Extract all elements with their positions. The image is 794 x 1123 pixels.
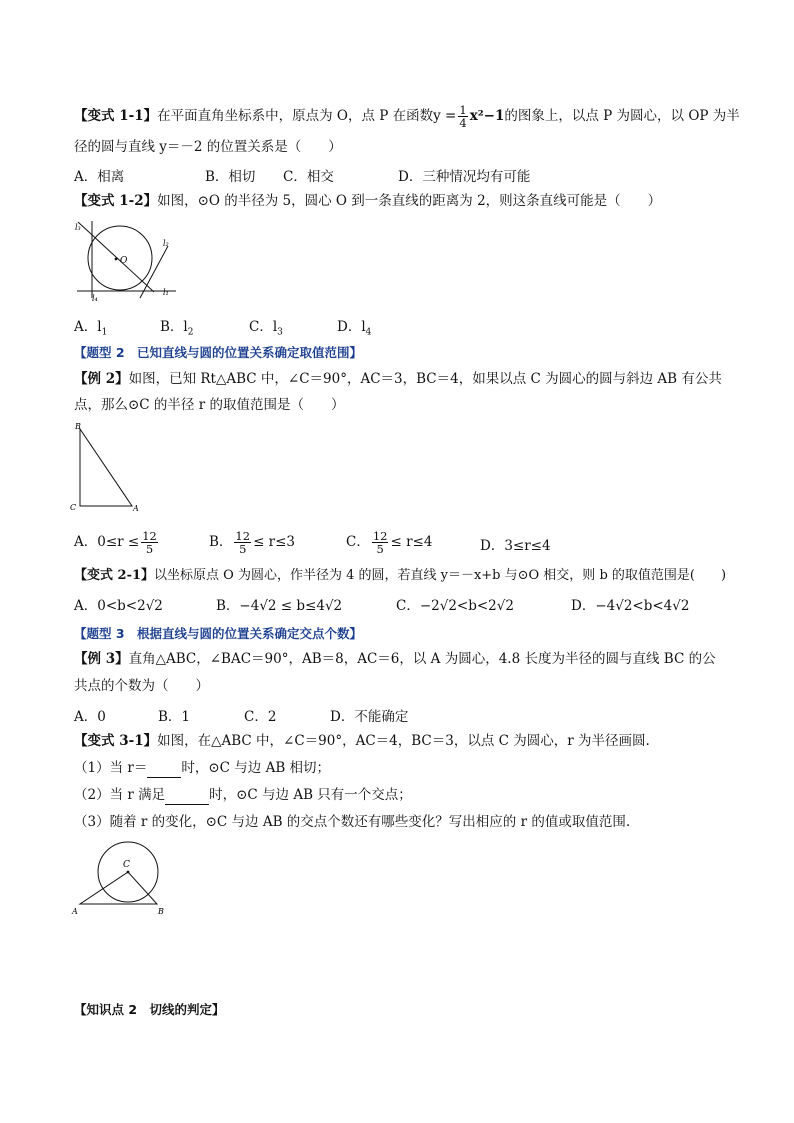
question-3-1-line: 【变式 3-1】如图，在△ABC 中，∠C＝90°，AC＝4，BC＝3，以点 C 为圆心，r 为半径画圆. — [74, 733, 650, 749]
label-a: A — [72, 907, 78, 916]
question-2-1-line: 【变式 2-1】以坐标原点 O 为圆心，作半径为 4 的圆，若直线 y＝－x+b 与⊙O 相交，则 b 的取值范围是( ) — [74, 568, 727, 583]
question-tag: 【变式 3-1】 — [74, 733, 158, 749]
question-tag: 【变式 1-1】 — [74, 108, 158, 124]
option-b: B．−4√2 ≤ b≤4√2 — [216, 598, 343, 614]
fraction: $\frac{1}{4}$ — [459, 103, 467, 130]
question-tag: 【变式 2-1】 — [74, 568, 155, 583]
label-b: B — [158, 907, 164, 916]
example-2-line-2: 点，那么⊙C 的半径 r 的取值范围是（ ） — [74, 397, 345, 413]
label-l3: l₃ — [75, 223, 81, 232]
subquestion-3: （3）随着 r 的变化，⊙C 与边 AB 的交点个数还有哪些变化？写出相应的 r 的值或取值范围. — [74, 814, 631, 830]
question-tag: 【例 3】 — [74, 651, 129, 667]
option-a: A．0≤r ≤ $\frac{12}{5}$ — [74, 529, 157, 556]
option-b: B． $\frac{12}{5}$ ≤ r≤3 — [209, 529, 296, 556]
label-l1: l₁ — [163, 288, 169, 297]
question-1-2-line: 【变式 1-2】如图，⊙O 的半径为 5，圆心 O 到一条直线的距离为 2，则这条直线可能是（ ） — [74, 193, 662, 209]
option-d: D．$l_4$ — [337, 319, 372, 338]
label-l2: l₂ — [163, 239, 169, 248]
question-1-1-line-1: 【变式 1-1】在平面直角坐标系中，原点为 O，点 P 在函数y = $\frac{1}{4}$ x²−1的图象上，以点 P 为圆心，以 OP 为半 — [74, 103, 740, 130]
option-d: D．三种情况均有可能 — [398, 169, 531, 185]
knowledge-point-heading: 【知识点 2 切线的判定】 — [74, 1002, 225, 1017]
option-c: C． $\frac{12}{5}$ ≤ r≤4 — [346, 529, 433, 556]
option-c: C．2 — [244, 709, 277, 725]
example-3-line-1: 【例 3】直角△ABC，∠BAC＝90°，AB＝8，AC＝6，以 A 为圆心，4.8 长度为半径的圆与直线 BC 的公 — [74, 651, 716, 667]
option-a: A．0 — [74, 709, 106, 725]
option-a: A．相离 — [74, 169, 125, 185]
option-b: B．$l_2$ — [160, 319, 194, 338]
question-tag: 【例 2】 — [74, 371, 129, 387]
option-b: B．相切 — [205, 169, 256, 185]
label-b: B — [75, 422, 81, 431]
label-a: A — [133, 504, 139, 512]
right-triangle-figure — [70, 420, 142, 512]
option-a: A．$l_1$ — [74, 319, 108, 338]
circle-lines-figure — [74, 216, 184, 302]
example-3-line-2: 共点的个数为（ ） — [74, 678, 209, 694]
option-c: C．−2√2<b<2√2 — [396, 598, 514, 614]
label-l4: l₄ — [92, 294, 98, 302]
option-c: C．相交 — [283, 169, 334, 185]
answer-blank[interactable] — [147, 759, 181, 778]
option-b: B．1 — [158, 709, 191, 725]
section-heading: 【题型 3 根据直线与圆的位置关系确定交点个数】 — [74, 626, 363, 641]
option-c: C．$l_3$ — [249, 319, 283, 338]
label-c: C — [123, 860, 130, 870]
example-2-line-1: 【例 2】如图，已知 Rt△ABC 中，∠C＝90°，AC＝3，BC＝4，如果以点 C 为圆心的圆与斜边 AB 有公共 — [74, 371, 722, 387]
subquestion-1: （1）当 r＝ 时，⊙C 与边 AB 相切； — [74, 760, 331, 776]
triangle-circle-figure — [70, 838, 174, 920]
subquestion-2: （2）当 r 满足 时，⊙C 与边 AB 只有一个交点； — [74, 787, 412, 803]
section-heading: 【题型 2 已知直线与圆的位置关系确定取值范围】 — [74, 345, 363, 360]
question-1-1-line-2: 径的圆与直线 y＝－2 的位置关系是（ ） — [74, 139, 342, 155]
label-o: O — [120, 256, 128, 266]
option-a: A．0<b<2√2 — [74, 598, 163, 614]
option-d: D．3≤r≤4 — [480, 538, 551, 554]
question-tag: 【变式 1-2】 — [74, 193, 158, 209]
option-d: D．−4√2<b<4√2 — [571, 598, 690, 614]
label-c: C — [70, 503, 77, 512]
answer-blank[interactable] — [165, 786, 209, 805]
option-d: D．不能确定 — [330, 709, 409, 725]
